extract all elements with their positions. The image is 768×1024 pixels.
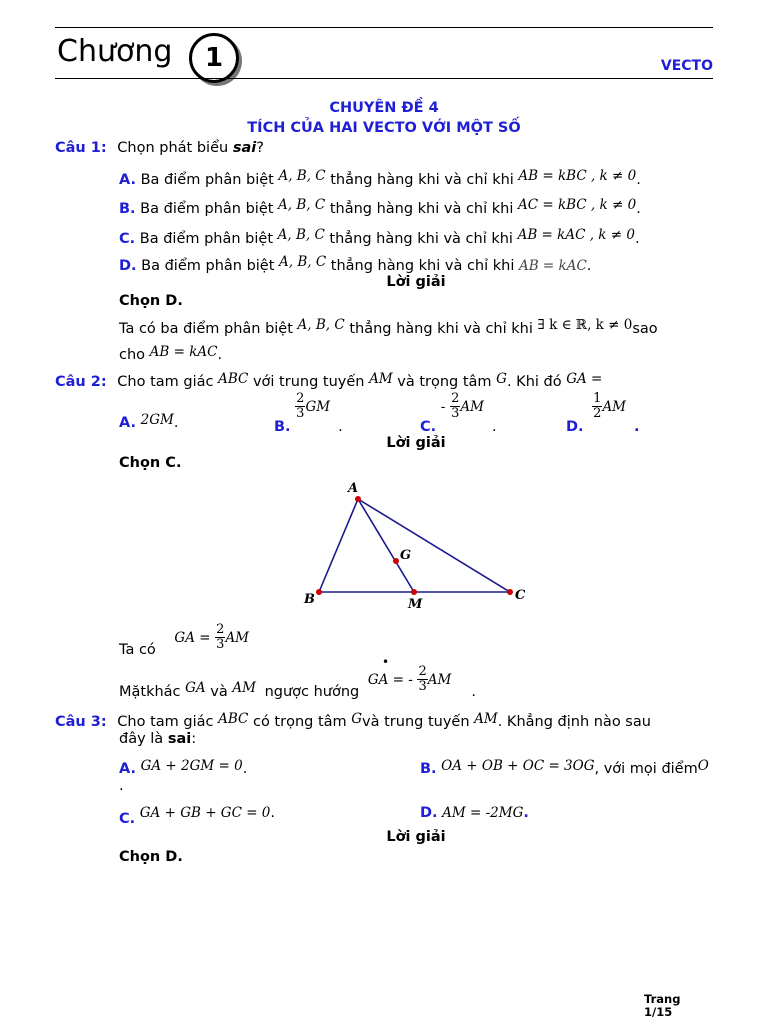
option-end: . bbox=[636, 201, 641, 217]
solution-heading: Lời giải bbox=[386, 435, 446, 451]
question-label: Câu 1: bbox=[55, 140, 107, 156]
option-letter: D. bbox=[566, 418, 584, 435]
option-expression: AM bbox=[460, 398, 484, 415]
question-label: Câu 2: bbox=[55, 374, 107, 390]
triangle-figure bbox=[290, 475, 540, 615]
option-condition: AB = kAC , k ≠ 0 bbox=[517, 227, 635, 243]
question-text: có trọng tâm bbox=[252, 714, 347, 730]
fraction bbox=[417, 665, 427, 695]
denominator: 3 bbox=[418, 679, 427, 695]
vertex-a-dot bbox=[355, 496, 361, 502]
solution-condition: ∃ k ∈ ℝ, k ≠ 0 bbox=[537, 317, 633, 333]
solution-text: ngược hướng bbox=[264, 683, 360, 700]
emphasis-sai: sai bbox=[232, 140, 257, 156]
denominator: 2 bbox=[593, 406, 602, 422]
option-text: Ba điểm phân biệt bbox=[139, 231, 274, 247]
math-am: AM bbox=[369, 371, 393, 387]
math-ga: GA = bbox=[566, 371, 603, 387]
q2-option-a bbox=[119, 412, 178, 431]
solution-heading: Lời giải bbox=[386, 829, 446, 845]
q3-option-b bbox=[420, 758, 709, 777]
question-text: với trung tuyến bbox=[252, 374, 365, 390]
centroid-g-dot bbox=[393, 558, 399, 564]
q1-option-d bbox=[119, 254, 591, 274]
math-abc: ABC bbox=[218, 711, 249, 727]
option-end: . bbox=[634, 231, 640, 247]
label-m: M bbox=[408, 597, 423, 612]
option-text: thẳng hàng khi và chỉ khi bbox=[330, 258, 515, 274]
option-end: . bbox=[586, 258, 592, 274]
solution-text: Ta có bbox=[119, 641, 156, 658]
solution-text: Mặtkhác bbox=[119, 683, 181, 700]
option-letter: C. bbox=[420, 418, 437, 435]
fraction bbox=[295, 392, 305, 422]
q1-solution-line1 bbox=[119, 317, 658, 337]
option-expression: AM bbox=[602, 398, 627, 415]
q3-option-c bbox=[119, 805, 275, 827]
answer-choice: Chọn D. bbox=[119, 849, 183, 865]
option-letter: B. bbox=[274, 418, 291, 435]
question-end: ? bbox=[256, 140, 264, 156]
label-a: A bbox=[348, 481, 359, 496]
solution-text: thẳng hàng khi và chỉ khi bbox=[349, 321, 533, 337]
question-text: . Khẳng định nào sau bbox=[497, 714, 651, 730]
q3-option-d bbox=[420, 805, 529, 821]
option-text: Ba điểm phân biệt bbox=[140, 172, 274, 188]
stray-dot-mark: • bbox=[382, 655, 390, 669]
option-end: . bbox=[636, 172, 641, 188]
option-letter: D. bbox=[119, 258, 137, 274]
solution-expression: AM bbox=[225, 629, 250, 646]
option-expression: GA + 2GM = 0 bbox=[140, 758, 243, 774]
option-end: , với mọi điểm bbox=[594, 761, 698, 777]
option-letter: C. bbox=[119, 811, 136, 827]
option-expression: GA + GB + GC = 0 bbox=[139, 805, 271, 821]
q3-option-a bbox=[119, 758, 247, 777]
solution-text: Ta có ba điểm phân biệt bbox=[119, 321, 293, 337]
question-text: . Khi đó bbox=[506, 374, 562, 390]
option-points: A, B, C bbox=[278, 168, 326, 184]
footer-page-number: 1/15 bbox=[644, 1005, 673, 1019]
q1-option-a bbox=[119, 168, 641, 188]
chapter-word: Chương bbox=[57, 34, 173, 69]
numerator: 2 bbox=[216, 622, 225, 637]
question-3 bbox=[55, 711, 651, 730]
q2-option-c bbox=[420, 392, 497, 435]
fraction bbox=[450, 392, 460, 422]
option-letter: A. bbox=[119, 172, 136, 188]
option-condition: AB = kBC , k ≠ 0 bbox=[518, 168, 637, 184]
option-expression: 2GM bbox=[140, 412, 174, 428]
numerator: 2 bbox=[418, 664, 427, 679]
label-c: C bbox=[515, 588, 526, 603]
solution-end: . bbox=[471, 683, 476, 700]
math-g: G bbox=[351, 711, 363, 727]
option-expression: OA + OB + OC = 3OG bbox=[441, 758, 595, 774]
q2-solution-line2 bbox=[119, 665, 476, 700]
q2-option-d bbox=[566, 392, 640, 435]
denominator: 3 bbox=[216, 637, 225, 653]
option-expression: AM = -2MG bbox=[442, 805, 524, 821]
answer-choice: Chọn D. bbox=[119, 293, 183, 309]
option-end: . bbox=[242, 761, 248, 777]
question-text: Cho tam giác bbox=[117, 374, 214, 390]
option-text: Ba điểm phân biệt bbox=[141, 258, 275, 274]
solution-expression: GA = - bbox=[367, 671, 413, 688]
minus-sign: - bbox=[440, 399, 446, 415]
fraction bbox=[592, 392, 602, 422]
option-text: thẳng hàng khi và chỉ khi bbox=[329, 201, 514, 217]
option-letter: B. bbox=[420, 761, 437, 777]
question-text: đây là bbox=[119, 731, 168, 747]
q3-option-b-trailing-dot: . bbox=[119, 778, 124, 794]
q2-option-b bbox=[274, 392, 343, 435]
solution-expression: AB = kAC bbox=[149, 344, 218, 360]
math-ga: GA bbox=[185, 679, 206, 696]
math-am: AM bbox=[232, 679, 256, 696]
question-end: : bbox=[191, 731, 197, 747]
question-label: Câu 3: bbox=[55, 714, 107, 730]
solution-expression: AM bbox=[427, 671, 452, 688]
chapter-number-badge: 1 bbox=[189, 33, 239, 83]
solution-points: A, B, C bbox=[297, 317, 345, 333]
numerator: 2 bbox=[451, 391, 460, 406]
question-text: Cho tam giác bbox=[117, 714, 214, 730]
label-b: B bbox=[304, 592, 315, 607]
option-condition: AB = kAC bbox=[518, 258, 587, 274]
question-text: và trọng tâm bbox=[397, 374, 492, 390]
midpoint-m-dot bbox=[411, 589, 417, 595]
solution-heading: Lời giải bbox=[386, 274, 446, 290]
option-end: . bbox=[173, 415, 179, 431]
option-text: thẳng hàng khi và chỉ khi bbox=[329, 231, 513, 247]
question-3-line2 bbox=[119, 731, 196, 747]
solution-text: và bbox=[210, 683, 228, 700]
option-letter: A. bbox=[119, 761, 136, 777]
numerator: 1 bbox=[593, 391, 602, 406]
q1-option-b bbox=[119, 197, 641, 217]
q1-solution-line2 bbox=[119, 344, 222, 363]
question-text: Chọn phát biểu bbox=[117, 140, 233, 156]
q1-option-c bbox=[119, 227, 640, 247]
option-text: thẳng hàng khi và chỉ khi bbox=[330, 172, 514, 188]
solution-expression: GA = bbox=[174, 629, 211, 646]
label-g: G bbox=[400, 548, 412, 563]
option-points: A, B, C bbox=[278, 197, 326, 213]
emphasis-sai: sai bbox=[167, 731, 192, 747]
fraction bbox=[215, 623, 225, 653]
math-g: G bbox=[496, 371, 507, 387]
denominator: 3 bbox=[451, 406, 460, 422]
option-text: Ba điểm phân biệt bbox=[140, 201, 274, 217]
solution-end: . bbox=[217, 347, 223, 363]
q2-solution-line1 bbox=[119, 623, 249, 658]
option-end: . bbox=[634, 418, 640, 435]
header-rule bbox=[55, 78, 713, 79]
math-abc: ABC bbox=[218, 371, 249, 387]
vertex-c-dot bbox=[507, 589, 513, 595]
option-letter: C. bbox=[119, 231, 136, 247]
math-o: O bbox=[697, 758, 709, 774]
vertex-b-dot bbox=[316, 589, 322, 595]
numerator: 2 bbox=[296, 391, 305, 406]
option-end: . bbox=[338, 418, 343, 435]
option-condition: AC = kBC , k ≠ 0 bbox=[517, 197, 637, 213]
option-letter: B. bbox=[119, 201, 136, 217]
option-end: . bbox=[270, 805, 275, 821]
section-label: VECTO bbox=[660, 58, 713, 74]
math-am: AM bbox=[474, 711, 498, 727]
solution-text: sao bbox=[632, 321, 658, 337]
answer-choice: Chọn C. bbox=[119, 455, 182, 471]
top-rule bbox=[55, 27, 713, 28]
option-end: . bbox=[523, 805, 529, 821]
option-end: . bbox=[491, 418, 497, 435]
option-letter: D. bbox=[420, 805, 438, 821]
topic-subtitle: TÍCH CỦA HAI VECTO VỚI MỘT SỐ bbox=[247, 120, 521, 136]
solution-text: cho bbox=[119, 347, 146, 363]
question-text: và trung tuyến bbox=[362, 714, 470, 730]
denominator: 3 bbox=[296, 406, 305, 422]
question-2 bbox=[55, 371, 602, 390]
footer-page-word: Trang bbox=[644, 992, 681, 1006]
topic-title: CHUYÊN ĐỀ 4 bbox=[329, 100, 439, 116]
option-points: A, B, C bbox=[277, 227, 325, 243]
option-letter: A. bbox=[119, 415, 136, 431]
option-expression: GM bbox=[305, 398, 331, 415]
question-1 bbox=[55, 140, 264, 156]
option-points: A, B, C bbox=[279, 254, 327, 270]
